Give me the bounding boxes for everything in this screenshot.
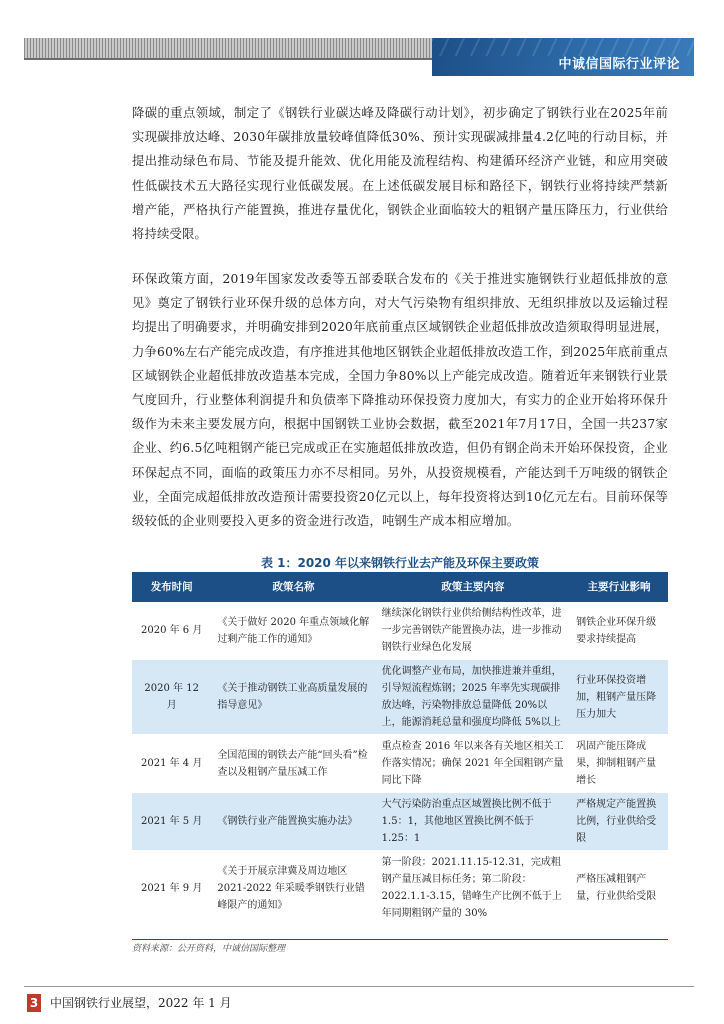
cell-date: 2021 年 9 月 [132,851,211,926]
table-row [132,793,668,851]
footer-divider [24,986,694,987]
table-title: 表 1：2020 年以来钢铁行业去产能及环保主要政策 [260,556,540,570]
table-row [132,660,668,735]
cell-policy-content: 第一阶段：2021.11.15-12.31，完成粗钢产量压减目标任务；第二阶段：2022.1.1-3.15，错峰生产比例不低于上年同期粗钢产量的 30% [376,851,570,926]
table-row [132,602,668,660]
page-number: 3 [27,994,41,1012]
header-bar [24,38,694,76]
header-policy-name: 政策名称 [211,572,375,602]
table-row [132,851,668,926]
cell-policy-name: 全国范围的钢铁去产能“回头看”检查以及粗钢产量压减工作 [211,735,375,793]
cell-date: 2021 年 4 月 [132,735,211,793]
cell-impact: 行业环保投资增加，粗钢产量压降压力加大 [570,660,668,735]
cell-policy-name: 《关于推动钢铁工业高质量发展的指导意见》 [211,660,375,735]
header-stripes [24,38,432,58]
cell-policy-content: 重点检查 2016 年以来各有关地区相关工作落实情况；确保 2021 年全国粗钢产量同比下降 [376,735,570,793]
paragraph-environmental-policy: 环保政策方面，2019年国家发改委等五部委联合发布的《关于推进实施钢铁行业超低排放的意见》奠定了钢铁行业环保升级的总体方向，对大气污染物有组织排放、无组织排放以及运输过程均提出了明确要求，并明确安排到2020年底前重点区域钢铁企业超低排放改造须取得明显进展，力争60%左右产能完成改造，有序推进其他地区钢铁企业超低排放改造工作，到2025年底前重点区域钢铁企业超低排放改造基本完成，全国力争80%以上产能完成改造。随着近年来钢铁行业景气度回升，行业整体利润提升和负债率下降推动环保投资力度加大，有实力的企业开始将环保升级作为未来主要发展方向，根据中国钢铁工业协会数据，截至2021年7月17日，全国一共237家企业、约6.5亿吨粗钢产能已完成或正在实施超低排放改造，但仍有钢企尚未开始环保投资，企业环保起点不同，面临的政策压力亦不尽相同。另外，从投资规模看，产能达到千万吨级的钢铁企业，全面完成超低排放改造预计需要投资20亿元以上，每年投资将达到10亿元左右。目前环保等级较低的企业则要投入更多的资金进行改造，吨钢生产成本相应增加。 [132,272,668,529]
header-policy-content: 政策主要内容 [376,572,570,602]
header-title: 中诚信国际行业评论 [558,57,680,72]
header-banner [432,38,694,76]
table-row [132,735,668,793]
header-rule [24,58,432,60]
cell-impact: 严格规定产能置换比例，行业供给受限 [570,793,668,851]
cell-policy-content: 继续深化钢铁行业供给侧结构性改革，进一步完善钢铁产能置换办法，进一步推动钢铁行业绿色化发展 [376,602,570,660]
paragraph-carbon-policy: 降碳的重点领域，制定了《钢铁行业碳达峰及降碳行动计划》，初步确定了钢铁行业在2025年前实现碳排放达峰、2030年碳排放量较峰值降低30%、预计实现碳减排量4.2亿吨的行动目标，并提出推动绿色布局、节能及提升能效、优化用能及流程结构、构建循环经济产业链，和应用突破性低碳技术五大路径实现行业低碳发展。在上述低碳发展目标和路径下，钢铁行业将持续严禁新增产能，严格执行产能置换，推进存量优化，钢铁企业面临较大的粗钢产量压降压力，行业供给将持续受限。 [132,106,668,242]
cell-impact: 严格压减粗钢产量，行业供给受限 [570,851,668,926]
cell-date: 2020 年 6 月 [132,602,211,660]
cell-impact: 钢铁企业环保升级要求持续提高 [570,602,668,660]
cell-date: 2020 年 12 月 [132,660,211,735]
header-impact: 主要行业影响 [570,572,668,602]
table-header-row [132,572,668,602]
cell-impact: 巩固产能压降成果，抑制粗钢产量增长 [570,735,668,793]
cell-policy-name: 《关于做好 2020 年重点领域化解过剩产能工作的通知》 [211,602,375,660]
table-source: 资料来源：公开资料，中诚信国际整理 [132,944,286,954]
header-date: 发布时间 [132,572,211,602]
cell-date: 2021 年 5 月 [132,793,211,851]
cell-policy-content: 优化调整产业布局，加快推进兼并重组，引导短流程炼钢；2025 年率先实现碳排放达峰，污染物排放总量降低 20%以上，能源消耗总量和强度均降低 5%以上 [376,660,570,735]
cell-policy-content: 大气污染防治重点区域置换比例不低于 1.5：1，其他地区置换比例不低于 1.25：1 [376,793,570,851]
policy-table [132,572,668,926]
cell-policy-name: 《关于开展京津冀及周边地区 2021-2022 年采暖季钢铁行业错峰限产的通知》 [211,851,375,926]
source-divider [132,939,668,940]
footer-text: 中国钢铁行业展望，2022 年 1 月 [50,996,232,1010]
cell-policy-name: 《钢铁行业产能置换实施办法》 [211,793,375,851]
